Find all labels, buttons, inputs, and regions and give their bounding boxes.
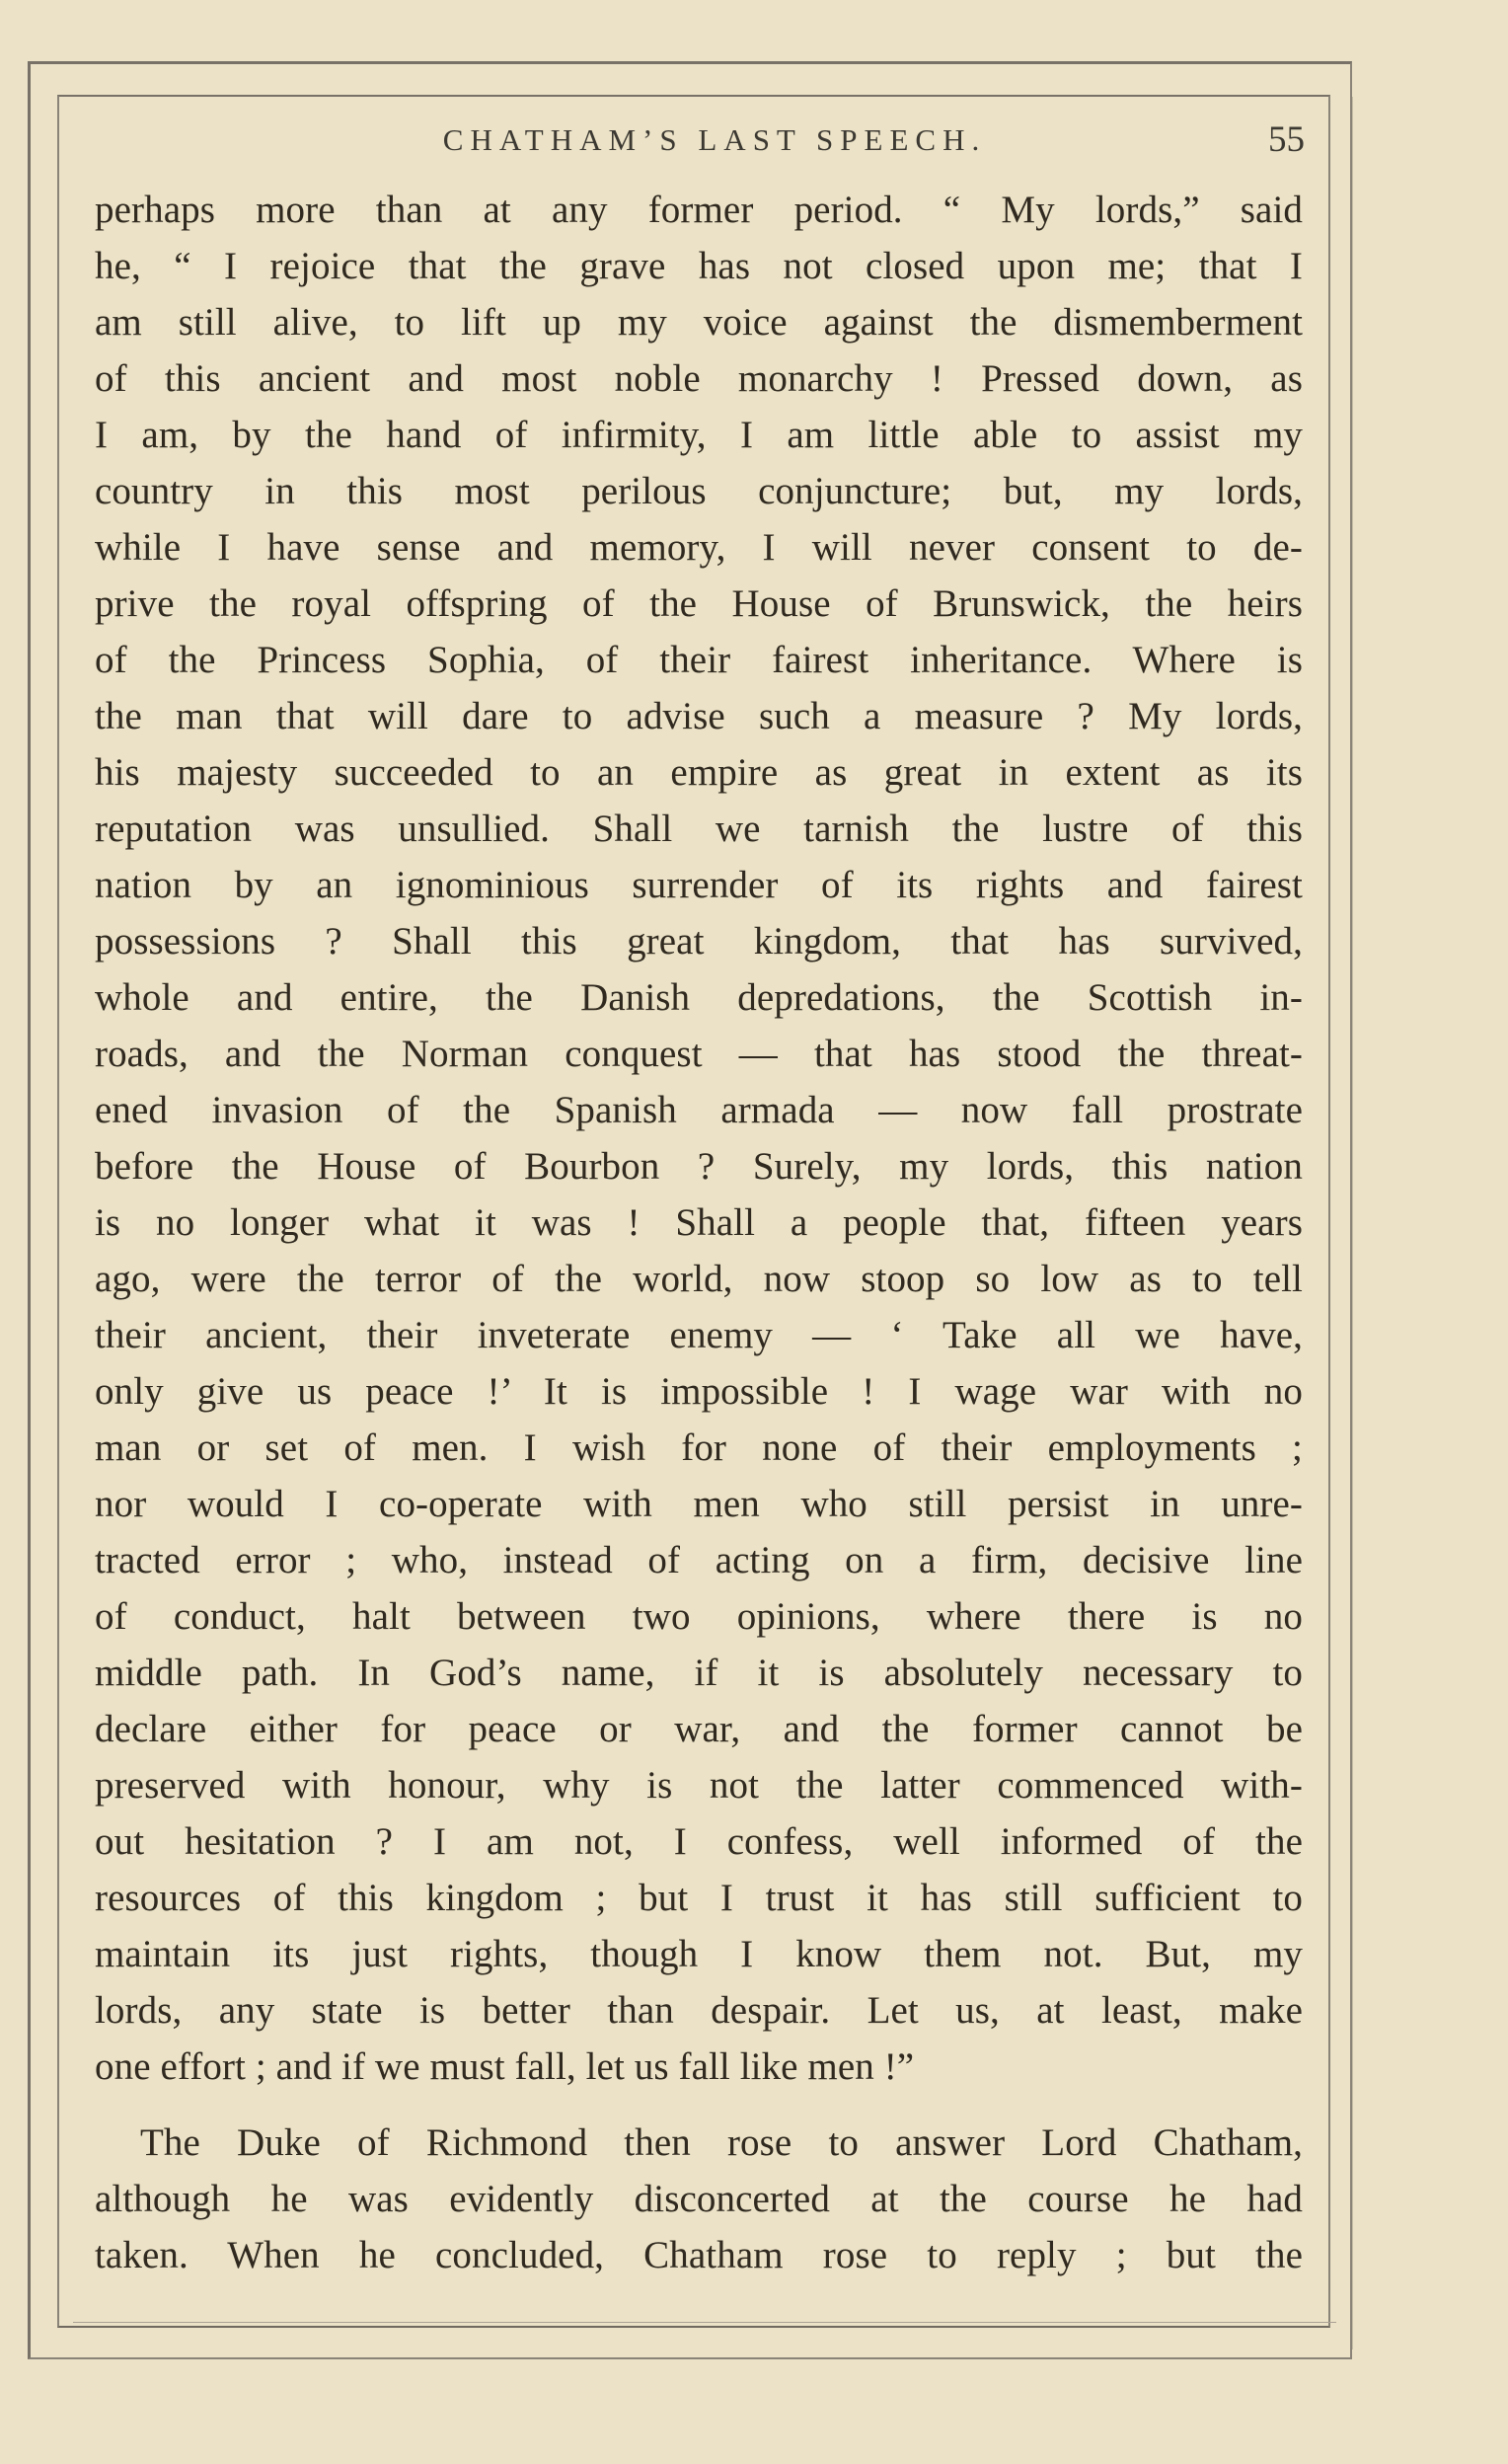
bottom-page-edge [73,2322,1336,2323]
text-line: tracted error ; who, instead of acting on a firm, decisive line [95,1539,1303,1581]
main-text [95,182,1303,2283]
text-line: their ancient, their inveterate enemy — ‘ Take all we have, [95,1314,1303,1356]
text-line: the man that will dare to advise such a measure ? My lords, [95,695,1303,737]
text-line: of conduct, halt between two opinions, where there is no [95,1595,1303,1638]
text-line: nor would I co-operate with men who still persist in unre- [95,1483,1303,1525]
text-line: man or set of men. I wish for none of their employments ; [95,1426,1303,1469]
text-line: country in this most perilous conjuncture; but, my lords, [95,470,1303,512]
text-line: declare either for peace or war, and the former cannot be [95,1708,1303,1750]
right-page-edge [1352,97,1353,2349]
text-line: perhaps more than at any former period. “ My lords,” said [95,189,1303,231]
text-line: nation by an ignominious surrender of its rights and fairest [95,864,1303,906]
text-line: whole and entire, the Danish depredations, the Scottish in- [95,976,1303,1019]
text-line: am still alive, to lift up my voice against the dismemberment [95,301,1303,344]
running-header [97,118,1305,162]
text-line: roads, and the Norman conquest — that has stood the threat- [95,1033,1303,1075]
text-line: reputation was unsullied. Shall we tarnish the lustre of this [95,808,1303,850]
text-line: his majesty succeeded to an empire as great in extent as its [95,751,1303,794]
text-line: middle path. In God’s name, if it is absolutely necessary to [95,1652,1303,1694]
text-line: I am, by the hand of infirmity, I am little able to assist my [95,414,1303,456]
text-line: taken. When he concluded, Chatham rose to reply ; but the [95,2234,1303,2276]
text-line: is no longer what it was ! Shall a people that, fifteen years [95,1201,1303,1244]
text-line: although he was evidently disconcerted at the course he had [95,2178,1303,2220]
paragraph-gap [95,2095,1303,2115]
text-line: of the Princess Sophia, of their fairest inheritance. Where is [95,639,1303,681]
text-line: maintain its just rights, though I know them not. But, my [95,1933,1303,1975]
text-line: only give us peace !’ It is impossible ! I wage war with no [95,1370,1303,1413]
paragraph-end-line: one effort ; and if we must fall, let us fall like men !” [95,2045,915,2088]
text-line: out hesitation ? I am not, I confess, well informed of the [95,1820,1303,1863]
text-line: ened invasion of the Spanish armada — now fall prostrate [95,1089,1303,1131]
page-number: 55 [1268,119,1305,160]
text-line: lords, any state is better than despair. Let us, at least, make [95,1989,1303,2032]
text-line: prive the royal offspring of the House of Brunswick, the heirs [95,582,1303,625]
text-line: ago, were the terror of the world, now stoop so low as to tell [95,1258,1303,1300]
text-line: resources of this kingdom ; but I trust it has still sufficient to [95,1877,1303,1919]
text-line: before the House of Bourbon ? Surely, my lords, this nation [95,1145,1303,1188]
text-line: while I have sense and memory, I will never consent to de- [95,526,1303,569]
text-line: he, “ I rejoice that the grave has not closed upon me; that I [95,245,1303,287]
text-line: of this ancient and most noble monarchy ! Pressed down, as [95,357,1303,400]
paragraph-start-line: The Duke of Richmond then rose to answer Lord Chatham, [140,2121,1303,2164]
text-line: preserved with honour, why is not the latter commenced with- [95,1764,1303,1807]
running-title: CHATHAM’S LAST SPEECH. [442,122,987,157]
text-line: possessions ? Shall this great kingdom, that has survived, [95,920,1303,962]
